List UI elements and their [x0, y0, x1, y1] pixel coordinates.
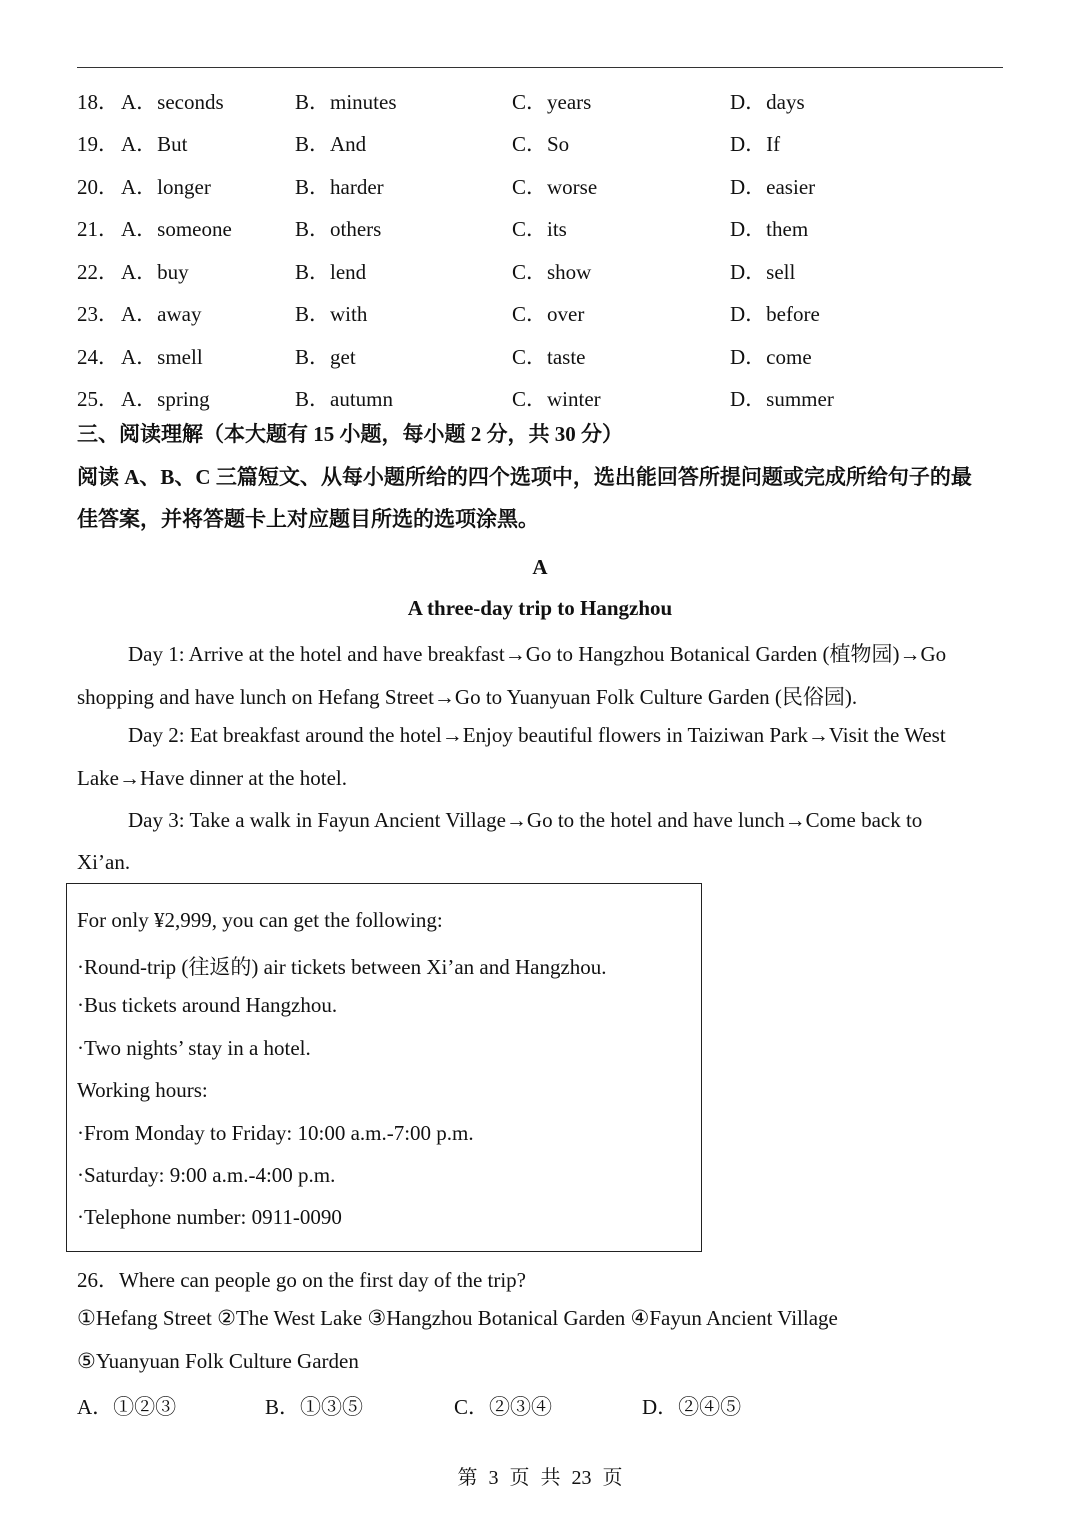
question-row — [77, 256, 1003, 286]
passage-day2: Day 2: Eat breakfast around the hotel→Enjoy beautiful flowers in Taiziwan Park→Visit the West — [128, 723, 946, 747]
question-26: 26．Where can people go on the first day of the trip? — [77, 1268, 527, 1292]
footer-label: 第 — [457, 1467, 478, 1489]
option-d: D．come — [730, 345, 812, 369]
section-instruction: 阅读 A、B、C 三篇短文、从每小题所给的四个选项中，选出能回答所提问题或完成所给句子的最 — [77, 465, 972, 489]
question-number: 18． — [77, 90, 119, 114]
q26-option-d: D．②④⑤ — [642, 1395, 742, 1419]
passage-day2-cont: Lake→Have dinner at the hotel. — [77, 766, 347, 790]
box-line: Working hours: — [77, 1078, 208, 1102]
question-row — [77, 128, 1003, 158]
question-row — [77, 298, 1003, 328]
box-line: For only ¥2,999, you can get the following: — [77, 908, 443, 932]
option-a: A．But — [121, 132, 188, 156]
info-box — [66, 883, 702, 1252]
question-row — [77, 171, 1003, 201]
question-number: 19． — [77, 132, 119, 156]
q26-option-c: C．②③④ — [454, 1395, 553, 1419]
box-line: ·From Monday to Friday: 10:00 a.m.-7:00 p.m. — [77, 1121, 474, 1145]
q26-places-cont: ⑤Yuanyuan Folk Culture Garden — [77, 1349, 359, 1373]
option-d: D．days — [730, 90, 805, 114]
option-b: B．autumn — [295, 387, 393, 411]
q26-places: ①Hefang Street ②The West Lake ③Hangzhou Botanical Garden ④Fayun Ancient Village — [77, 1306, 838, 1330]
option-c: C．years — [512, 90, 592, 114]
question-number: 20． — [77, 175, 119, 199]
option-d: D．summer — [730, 387, 834, 411]
option-d: D．before — [730, 302, 820, 326]
box-line: ·Telephone number: 0911-0090 — [77, 1205, 342, 1229]
passage-day1: Day 1: Arrive at the hotel and have breakfast→Go to Hangzhou Botanical Garden (植物园)→Go — [128, 642, 947, 666]
footer-page-total: 23 — [571, 1467, 592, 1489]
question-row — [77, 213, 1003, 243]
question-number: 25． — [77, 387, 119, 411]
footer-label: 共 — [540, 1467, 561, 1489]
option-c: C．worse — [512, 175, 598, 199]
passage-day3: Day 3: Take a walk in Fayun Ancient Village→Go to the hotel and have lunch→Come back to — [128, 808, 923, 832]
passage-day3-cont: Xi’an. — [77, 850, 131, 874]
option-a: A．away — [121, 302, 202, 326]
option-b: B．with — [295, 302, 368, 326]
option-c: C．winter — [512, 387, 601, 411]
option-a: A．buy — [121, 260, 189, 284]
passage-day1-cont: shopping and have lunch on Hefang Street→Go to Yuanyuan Folk Culture Garden (民俗园). — [77, 685, 858, 709]
box-line: ·Saturday: 9:00 a.m.-4:00 p.m. — [77, 1163, 336, 1187]
option-c: C．its — [512, 217, 567, 241]
header-rule — [77, 67, 1003, 68]
q26-option-b: B．①③⑤ — [265, 1395, 364, 1419]
page-footer — [0, 1461, 1080, 1490]
question-row — [77, 383, 1003, 413]
option-b: B．And — [295, 132, 367, 156]
passage-title: A three-day trip to Hangzhou — [407, 596, 673, 620]
option-a: A．seconds — [121, 90, 224, 114]
passage-letter: A — [532, 555, 548, 579]
option-d: D．sell — [730, 260, 796, 284]
question-number: 24． — [77, 345, 119, 369]
footer-label: 页 — [509, 1467, 530, 1489]
option-c: C．show — [512, 260, 592, 284]
option-d: D．If — [730, 132, 781, 156]
option-b: B．harder — [295, 175, 384, 199]
section-heading: 三、阅读理解（本大题有 15 小题，每小题 2 分，共 30 分） — [77, 422, 623, 446]
box-line: ·Bus tickets around Hangzhou. — [77, 993, 338, 1017]
option-b: B．others — [295, 217, 382, 241]
box-line: ·Two nights’ stay in a hotel. — [77, 1036, 311, 1060]
option-c: C．taste — [512, 345, 586, 369]
box-line: ·Round-trip (往返的) air tickets between Xi’an and Hangzhou. — [77, 955, 607, 979]
question-row — [77, 341, 1003, 371]
option-a: A．someone — [121, 217, 232, 241]
q26-option-a: A．①②③ — [77, 1395, 177, 1419]
option-a: A．spring — [121, 387, 210, 411]
question-number: 22． — [77, 260, 119, 284]
question-row — [77, 86, 1003, 116]
option-b: B．get — [295, 345, 356, 369]
option-a: A．longer — [121, 175, 211, 199]
footer-label: 页 — [602, 1467, 623, 1489]
option-c: C．So — [512, 132, 570, 156]
option-d: D．them — [730, 217, 809, 241]
option-a: A．smell — [121, 345, 203, 369]
footer-page-current: 3 — [488, 1467, 499, 1489]
option-b: B．minutes — [295, 90, 397, 114]
question-number: 23． — [77, 302, 119, 326]
question-number: 21． — [77, 217, 119, 241]
option-d: D．easier — [730, 175, 816, 199]
option-c: C．over — [512, 302, 585, 326]
option-b: B．lend — [295, 260, 367, 284]
section-instruction: 佳答案，并将答题卡上对应题目所选的选项涂黑。 — [77, 507, 539, 531]
